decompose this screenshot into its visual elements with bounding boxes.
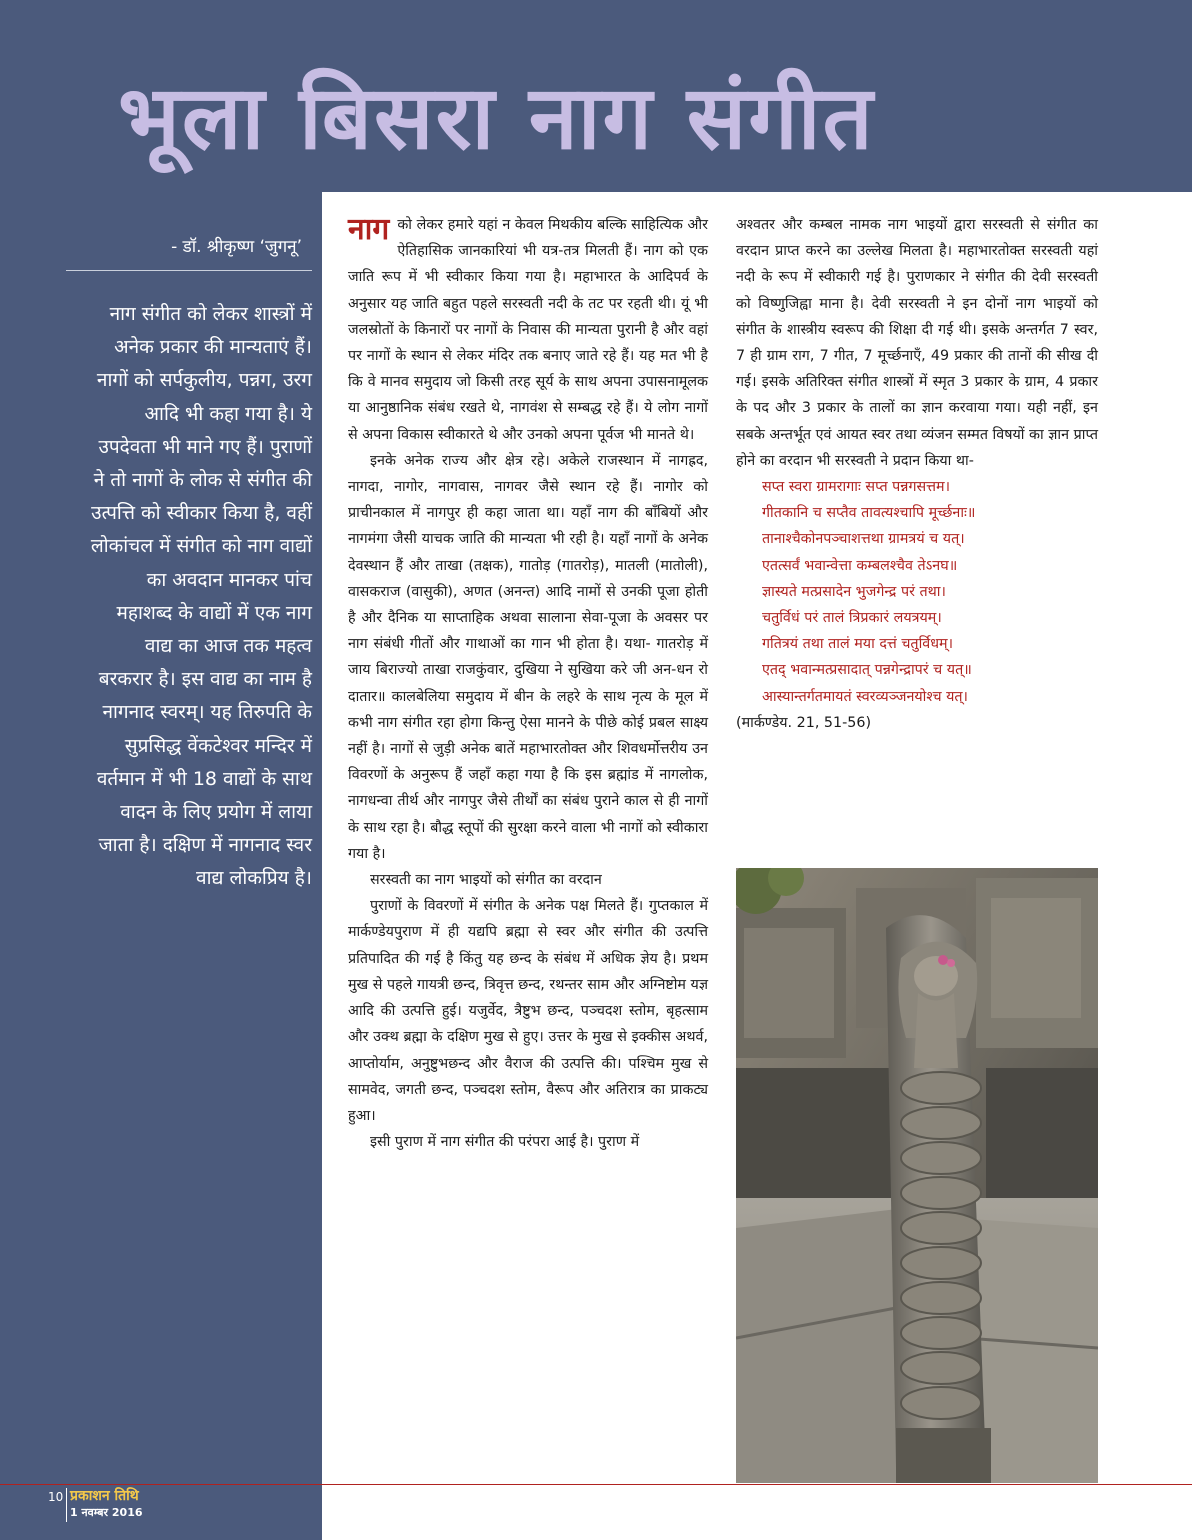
footer-divider [0,1484,1192,1485]
article-column-1 [348,212,708,1155]
drop-word: नाग [348,212,390,247]
verse-line: एतत्सर्वं भवान्वेत्ता कम्बलश्चैव तेऽनघ॥ [762,557,958,574]
verse-line: गतित्रयं तथा तालं मया दत्तं चतुर्विधम्। [762,636,953,653]
verse-line: चतुर्विधं परं तालं त्रिप्रकारं लयत्रयम्। [762,610,942,627]
article-column-2 [736,212,1098,736]
article-paragraph [348,212,708,448]
issue-date: 1 नवम्बर 2016 [70,1506,143,1519]
folio-divider [66,1488,67,1522]
page-title: भूला बिसरा नाग संगीत [118,66,875,169]
pull-quote: नाग संगीत को लेकर शास्त्रों में अनेक प्रकार की मान्यताएं हैं। नागों को सर्पकुलीय, पन्नग, उरग आदि भी कहा गया है। ये उपदेवता भी माने गए हैं। पुराणों ने तो नागों के लोक से संगीत की उत्पत्ति को स्वीकार किया है, वहीं लोकांचल में संगीत को नाग वाद्यों का अवदान मानकर पांच महाशब्द के वाद्यों में एक नाग वाद्य का आज तक महत्व बरकरार है। इस वाद्य का नाम है नागनाद स्वरम्। यह तिरुपति के सुप्रसिद्ध वेंकटेश्वर मन्दिर में वर्तमान में भी 18 वाद्यों के साथ वादन के लिए प्रयोग में लाया जाता है। दक्षिण में नागनाद स्वर वाद्य लोकप्रिय है। [90,303,312,890]
publication-name: प्रकाशन तिथि [70,1488,139,1504]
section-subheading: सरस्वती का नाग भाइयों को संगीत का वरदान [370,872,602,889]
verse-line: गीतकानि च सप्तैव तावत्यश्चापि मूर्च्छनाः॥ [762,505,976,522]
verse-line: आस्यान्तर्गतमायतं स्वरव्यञ्जनयोश्च यत्। [762,688,968,705]
verse-line: ज्ञास्यते मत्प्रसादेन भुजगेन्द्र परं तथा। [762,583,946,600]
verse-line: एतद् भवान्मत्प्रसादात् पन्नगेन्द्रापरं च यत्॥ [762,662,972,679]
naga-sculpture-photo [736,868,1098,1483]
verse-line: तानाश्चैकोनपञ्चाशत्तथा ग्रामत्रयं च यत्। [762,531,965,548]
naga-serpent-stone-sculpture-icon [736,868,1098,1483]
article-paragraph: इनके अनेक राज्य और क्षेत्र रहे। अकेले राजस्थान में नागह्रद, नागदा, नागोर, नागवास, नागवर जैसे स्थान रहे हैं। नागोर को प्राचीनकाल में नागपुर ही कहा जाता था। यहाँ नाग की बाँबियों और नागमंगा जैसी याचक जाति की मान्यता भी रही है। यहाँ नागों के अनेक देवस्थान हैं और ताखा (तक्षक), गातोड़ (गातरोड़), मातली (मातोली), वासकराज (वासुकी), अणत (अनन्त) आदि नामों से उनकी पूजा होती है और दैनिक या साप्ताहिक अथवा सालाना सेवा-पूजा के अवसर पर नाग संबंधी गीतों और गाथाओं का गान भी होता है। यथा- गातरोड़ में जाय बिराज्यो ताखा राजकुंवार, दुखिया ने सुखिया करे जी अन-धन रो दातार॥ कालबेलिया समुदाय में बीन के लहरे के साथ नृत्य के मूल में कभी नाग संगीत रहा होगा किन्तु ऐसा मानने के पीछे कोई प्रबल साक्ष्य नहीं है। नागों से जुड़ी अनेक बातें महाभारतोक्त और शिवधर्मोत्तरीय उन विवरणों के अनुरूप हैं जहाँ कहा गया है कि इस ब्रह्मांड में नागलोक, नागधन्वा तीर्थ और नागपुर जैसे तीर्थों का संबंध पुराने काल से ही नागों के साथ रहा है। बौद्ध स्तूपों की सुरक्षा करने वाला भी नागों को स्वीकारा गया है। [348,452,708,862]
paragraph-text: को लेकर हमारे यहां न केवल मिथकीय बल्कि साहित्यिक और ऐतिहासिक जानकारियां भी यत्र-तत्र मिलती हैं। नाग को एक जाति रूप में भी स्वीकार किया गया है। महाभारत के आदिपर्व के अनुसार यह जाति बहुत पहले सरस्वती नदी के तट पर रहती थी। यूं भी जलस्रोतों के किनारों पर नागों के निवास की मान्यता पुरानी है और वहां पर नागों के स्थान से लेकर मंदिर तक बनाए जाते रहे हैं। यह मत भी है कि वे मानव समुदाय जो किसी तरह सूर्य के साथ अपना उपासनामूलक या आनुष्ठानिक संबंध रखते थे, नागवंश से सम्बद्ध रहे हैं। ये लोग नागों से अपना विकास स्वीकारते थे और उनको अपना पूर्वज भी मानते थे। [348,217,708,443]
article-paragraph: इसी पुराण में नाग संगीत की परंपरा आई है। पुराण में [370,1134,640,1151]
sanskrit-verse-block [736,474,1098,710]
author-divider [66,270,312,271]
author-byline: - डॉ. श्रीकृष्ण ‘जुगनू’ [171,237,302,257]
verse-line: सप्त स्वरा ग्रामरागाः सप्त पन्नगसत्तम। [762,479,951,496]
article-paragraph: अश्वतर और कम्बल नामक नाग भाइयों द्वारा सरस्वती से संगीत का वरदान प्राप्त करने का उल्लेख मिलता है। महाभारतोक्त सरस्वती यहां नदी के रूप में स्वीकारी गई है। पुराणकार ने संगीत की देवी सरस्वती को विष्णुजिह्वा माना है। देवी सरस्वती ने इन दोनों नाग भाइयों को संगीत के शास्त्रीय स्वरूप की शिक्षा दी गई थी। इसके अन्तर्गत 7 स्वर, 7 ही ग्राम राग, 7 गीत, 7 मूर्च्छनाएँ, 49 प्रकार की तानों की सीख दी गई। इसके अतिरिक्त संगीत शास्त्रों में स्मृत 3 प्रकार के ग्राम, 4 प्रकार के पद और 3 प्रकार के तालों का ज्ञान करवाया गया। यही नहीं, इन सबके अन्तर्भूत एवं आयत स्वर तथा व्यंजन सम्मत विषयों का ज्ञान प्राप्त होने का वरदान भी सरस्वती ने प्रदान किया था- [736,217,1098,469]
verse-citation: (मार्कण्डेय. 21, 51-56) [736,714,872,731]
page-number: 10 [48,1490,64,1504]
article-paragraph: पुराणों के विवरणों में संगीत के अनेक पक्ष मिलते हैं। गुप्तकाल में मार्कण्डेयपुराण में ही यद्यपि ब्रह्मा से स्वर और संगीत की उत्पत्ति प्रतिपादित की गई है किंतु यह छन्द के संबंध में अधिक ज्ञेय है। प्रथम मुख से पहले गायत्री छन्द, त्रिवृत्त छन्द, रथन्तर साम और अग्निष्टोम यज्ञ आदि की उत्पत्ति हुई। यजुर्वेद, त्रैष्टुभ छन्द, पञ्चदश स्तोम, बृहत्साम और उक्थ ब्रह्मा के दक्षिण मुख से हुए। उत्तर के मुख से इक्कीस अथर्व, आप्तोर्याम, अनुष्टुभछन्द और वैराज की उत्पत्ति की। पश्चिम मुख से सामवेद, जगती छन्द, पञ्चदश स्तोम, वैरूप और अतिरात्र का प्राकट्य हुआ। [348,898,708,1124]
